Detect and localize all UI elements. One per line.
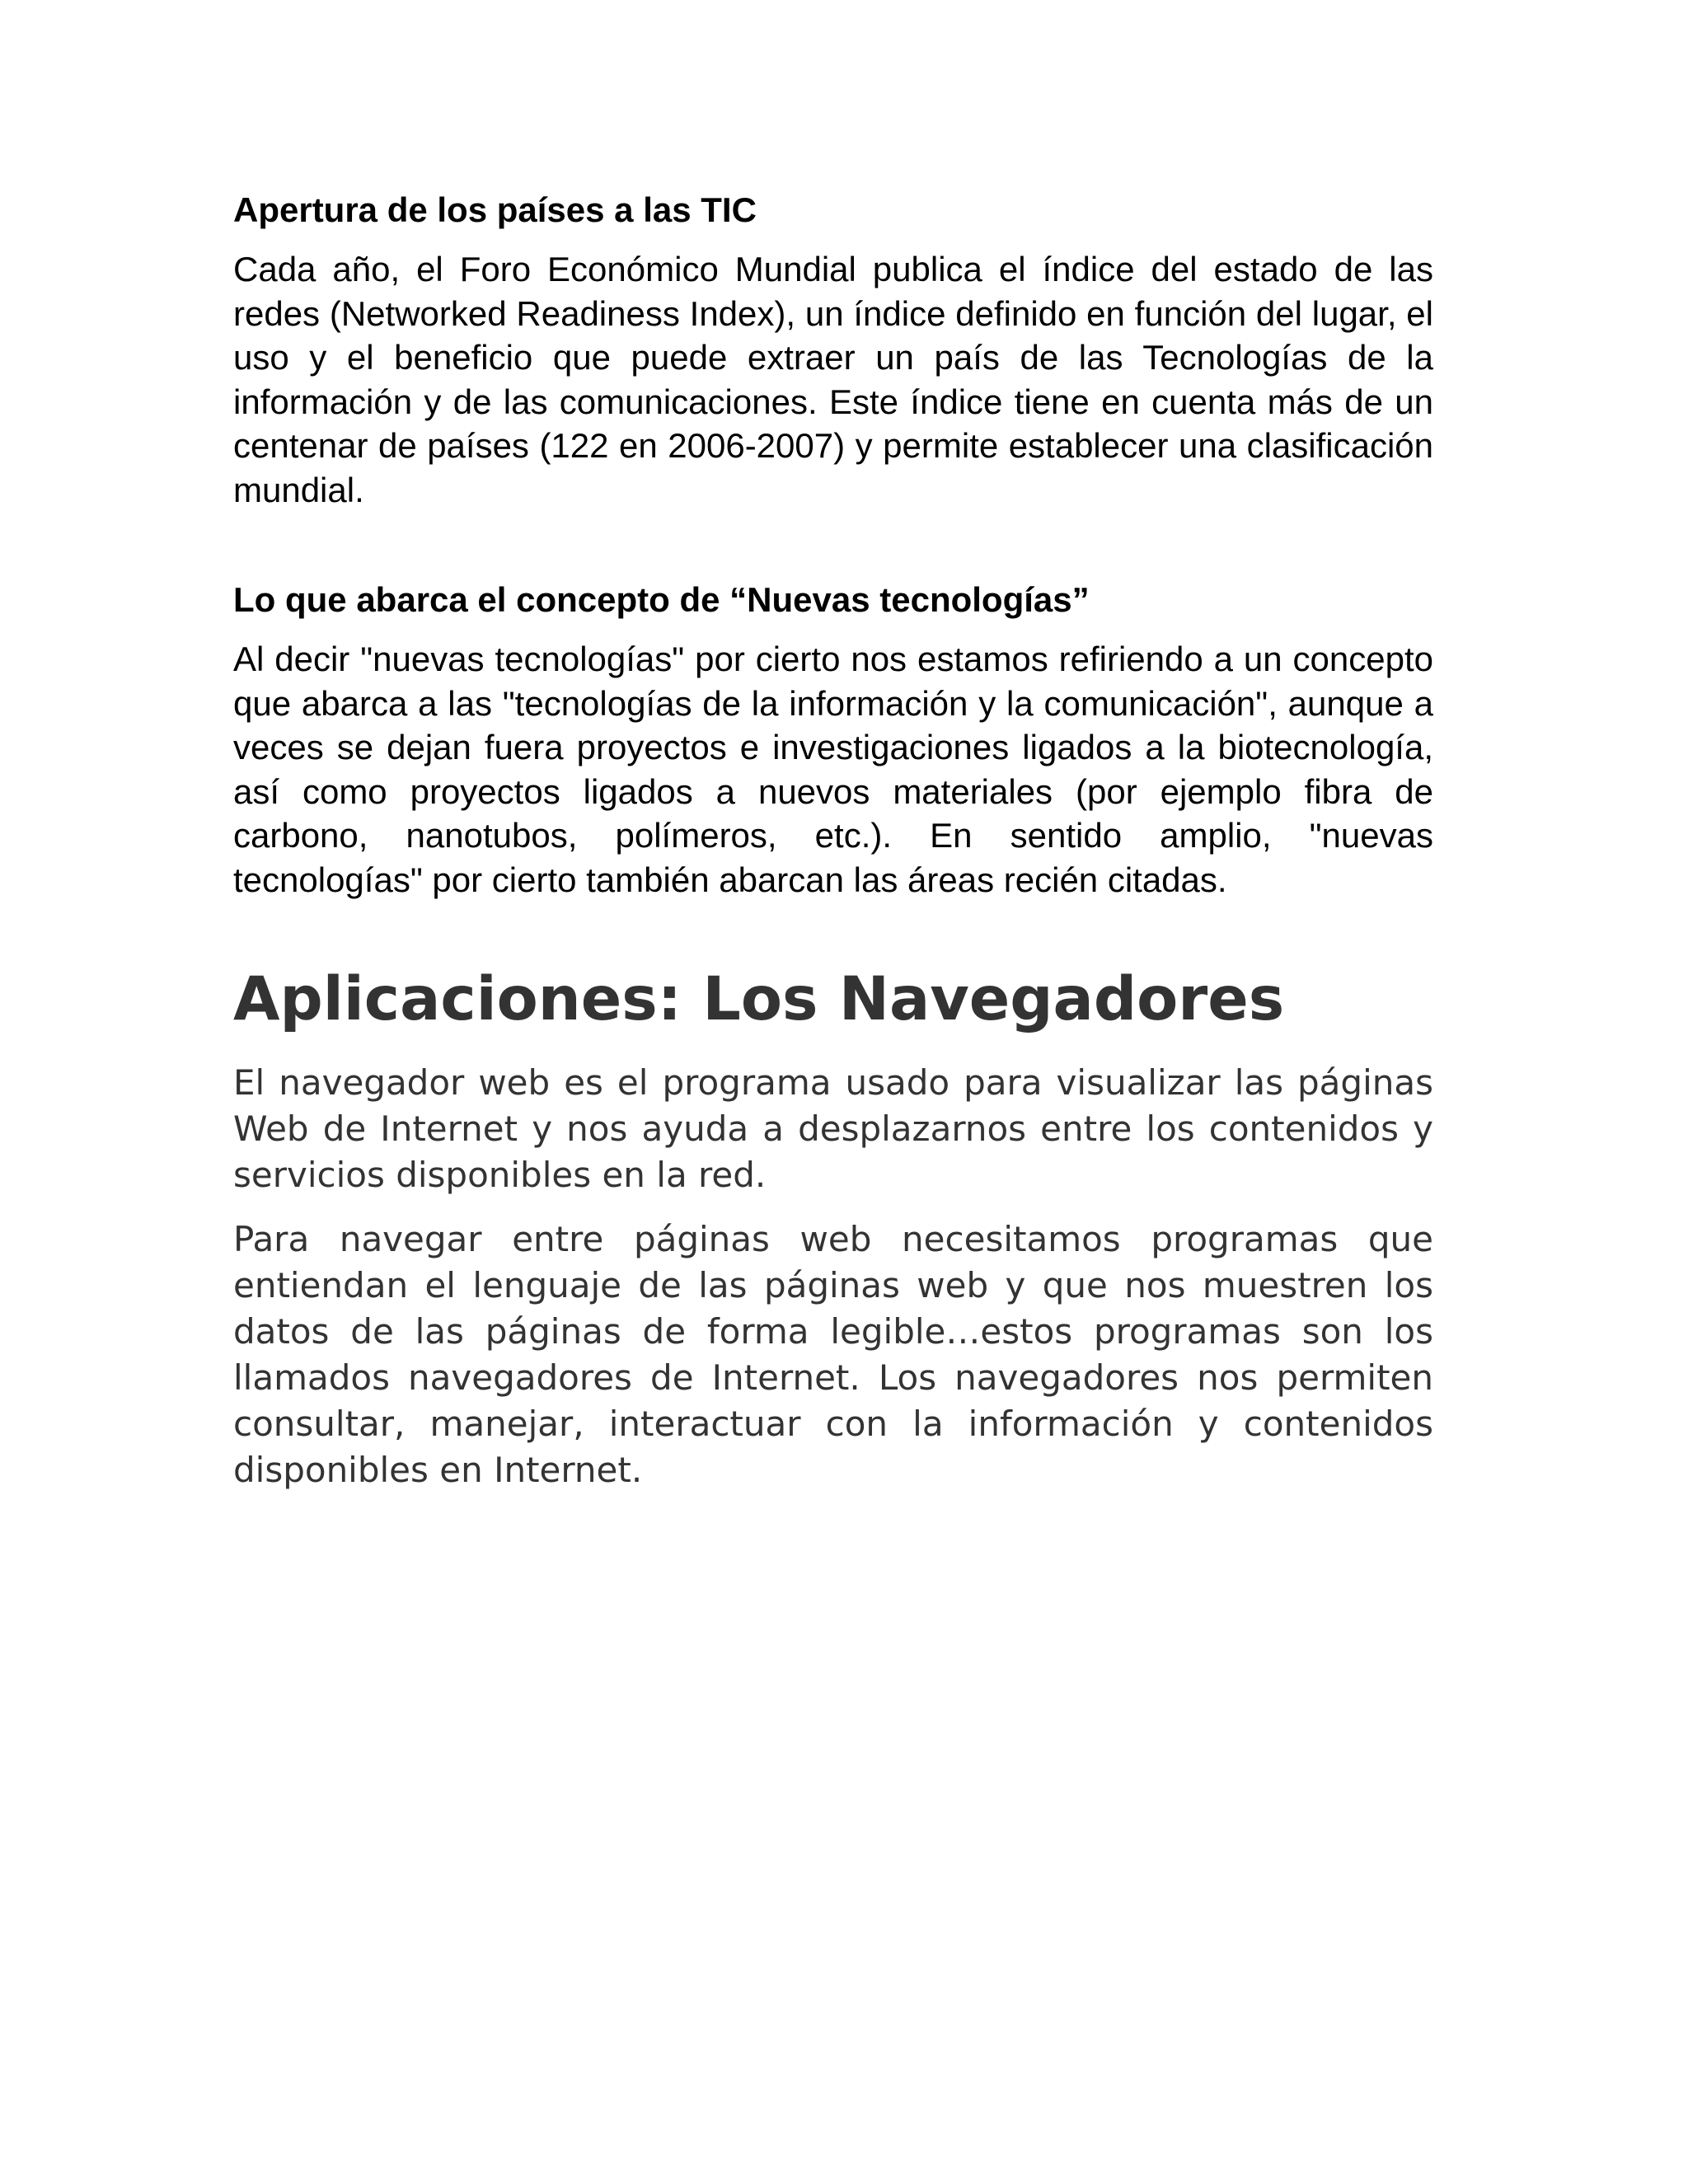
page-title-browsers: Aplicaciones: Los Navegadores	[233, 964, 1285, 1034]
section-heading-new-technologies: Lo que abarca el concepto de “Nuevas tecnologías”	[233, 580, 1090, 619]
browsers-paragraph-definition: El navegador web es el programa usado para visualizar las páginas Web de Internet y nos ayuda a desplazarnos entre los contenidos y servicios disponibles en la red.	[233, 1062, 1433, 1195]
document-content	[233, 188, 1433, 1493]
browsers-paragraph-purpose: Para navegar entre páginas web necesitamos programas que entiendan el lenguaje de las páginas web y que nos muestren los datos de las páginas de forma legible…estos programas son los llamados navegadores de Internet. Los navegadores nos permiten consultar, manejar, interactuar con la información y contenidos disponibles en Internet.	[233, 1219, 1433, 1490]
section-paragraph-new-technologies: Al decir "nuevas tecnologías" por cierto nos estamos refiriendo a un concepto que abarca a las "tecnologías de la información y la comunicación", aunque a veces se dejan fuera proyectos e investigaciones ligados a la biotecnología, así como proyectos ligados a nuevos materiales (por ejemplo fibra de carbono, nanotubos, polímeros, etc.). En sentido amplio, "nuevas tecnologías" por cierto también abarcan las áreas recién citadas.	[233, 640, 1433, 899]
section-heading-tic-openness: Apertura de los países a las TIC	[233, 190, 757, 229]
section-paragraph-tic-openness: Cada año, el Foro Económico Mundial publica el índice del estado de las redes (Networked Readiness Index), un índice definido en función del lugar, el uso y el beneficio que puede extraer un país de las Tecnologías de la información y de las comunicaciones. Este índice tiene en cuenta más de un centenar de países (122 en 2006-2007) y permite establecer una clasificación mundial.	[233, 250, 1433, 509]
